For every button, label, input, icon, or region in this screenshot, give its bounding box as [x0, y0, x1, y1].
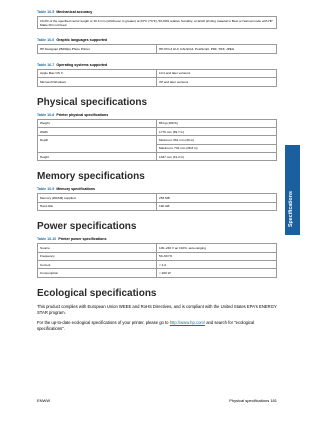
- table-row: [38, 194, 277, 202]
- table-row: [38, 252, 277, 260]
- table-label: Table 16-7: [37, 62, 55, 67]
- paragraph-text: and search for "ecological specifications".: [37, 319, 255, 331]
- section-heading-ecological: Ecological specifications: [37, 287, 157, 299]
- table-caption-memory: [37, 187, 277, 192]
- table-row: [38, 119, 277, 127]
- table-caption-physical: [37, 113, 277, 118]
- table-caption-power: [37, 237, 277, 242]
- table-cell: Current: [38, 260, 157, 268]
- table-cell: Source: [38, 244, 157, 252]
- memory-specs-table: [37, 193, 277, 211]
- table-cell: 160 GB: [157, 202, 277, 210]
- table-title: Memory specifications: [56, 187, 96, 192]
- table-cell: Microsoft Windows: [38, 78, 157, 86]
- table-cell: Width: [38, 127, 157, 135]
- operating-systems-table: [37, 69, 277, 87]
- table-cell: Memory (DRAM) supplied: [38, 194, 157, 202]
- content-column: [37, 10, 277, 336]
- table-row: [38, 17, 277, 29]
- footer-right: Physical specifications 181: [229, 398, 277, 403]
- section-heading-memory: Memory specifications: [37, 171, 145, 183]
- graphic-languages-table: [37, 44, 277, 53]
- table-cell: Maximum: 732 mm (28.8 in): [157, 144, 277, 152]
- table-cell: < 2 A: [157, 260, 277, 268]
- hp-website-link[interactable]: http://www.hp.com/: [169, 319, 206, 325]
- table-title: Printer physical specifications: [56, 112, 109, 117]
- table-title: Printer power specifications: [58, 237, 107, 242]
- table-cell: 256 MB: [157, 194, 277, 202]
- table-cell: 10.4 and later versions: [157, 69, 277, 77]
- section-heading-power: Power specifications: [37, 221, 137, 233]
- table-cell: Frequency: [38, 252, 157, 260]
- section-heading-physical: Physical specifications: [37, 96, 148, 108]
- table-cell: Apple Mac OS X: [38, 69, 157, 77]
- ecological-paragraph-2: [37, 320, 277, 332]
- table-title: Graphic languages supported: [56, 38, 108, 43]
- table-row: [38, 127, 277, 135]
- table-row: [38, 153, 277, 161]
- power-specs-table: [37, 243, 277, 278]
- table-cell: HP Designjet Z5200ps Photo Printer: [38, 45, 157, 53]
- table-cell: 86 kg (189 lb): [157, 119, 277, 127]
- table-caption-os: [37, 63, 277, 68]
- table-row: [38, 136, 277, 144]
- footer-left: ENWW: [37, 398, 51, 403]
- physical-specs-table: [37, 119, 277, 162]
- table-cell: Hard disk: [38, 202, 157, 210]
- table-caption-graphic: [37, 38, 277, 43]
- table-row: [38, 260, 277, 268]
- table-label: Table 16-8: [37, 112, 55, 117]
- table-cell: XP and later versions: [157, 78, 277, 86]
- table-row: [38, 69, 277, 77]
- table-label: Table 16-6: [37, 38, 55, 43]
- table-cell: 1047 mm (41.2 in): [157, 153, 277, 161]
- paragraph-text: For the up-to-date ecological specifications of your printer, please go to: [37, 319, 170, 325]
- chapter-side-tab: [285, 145, 300, 235]
- table-cell: 50–60 Hz: [157, 252, 277, 260]
- table-label: Table 16-9: [37, 187, 55, 192]
- table-row: [38, 78, 277, 86]
- table-cell: Depth: [38, 136, 157, 153]
- table-cell: HP-PCL3 GUI, CALS/G4, PostScript, PDF, TIFF, JPEG: [157, 45, 277, 53]
- ecological-paragraph-1: This product complies with European Union WEEE and RoHS Directives, and is compliant with the United States EPA's ENERGY STAR program.: [37, 303, 277, 315]
- table-cell: ±0.2% of the specified vector length or ±0.3 mm (whichever is greater) at 23°C (73°F), 50-60% relative humidity, on E/A0 printing material in Best or Normal mode with HP Matte Film roll feed.: [38, 17, 277, 29]
- table-cell: Minimum: 661 mm (26 in): [157, 136, 277, 144]
- table-row: [38, 45, 277, 53]
- mechanical-accuracy-table: [37, 16, 277, 29]
- table-cell: 1770 mm (69.7 in): [157, 127, 277, 135]
- table-cell: < 200 W: [157, 269, 277, 277]
- table-title: Mechanical accuracy: [56, 10, 93, 14]
- table-cell: Consumption: [38, 269, 157, 277]
- table-title: Operating systems supported: [56, 62, 108, 67]
- table-cell: Height: [38, 153, 157, 161]
- table-label: Table 16-10: [37, 237, 57, 242]
- table-row: [38, 244, 277, 252]
- table-row: [38, 202, 277, 210]
- table-label: Table 16-5: [37, 10, 55, 14]
- table-cell: 100–240 V ac ±10%, auto-ranging: [157, 244, 277, 252]
- side-tab-label: Specifications: [288, 191, 294, 227]
- table-row: [38, 269, 277, 277]
- table-caption-mechanical: [37, 10, 277, 15]
- table-cell: Weight: [38, 119, 157, 127]
